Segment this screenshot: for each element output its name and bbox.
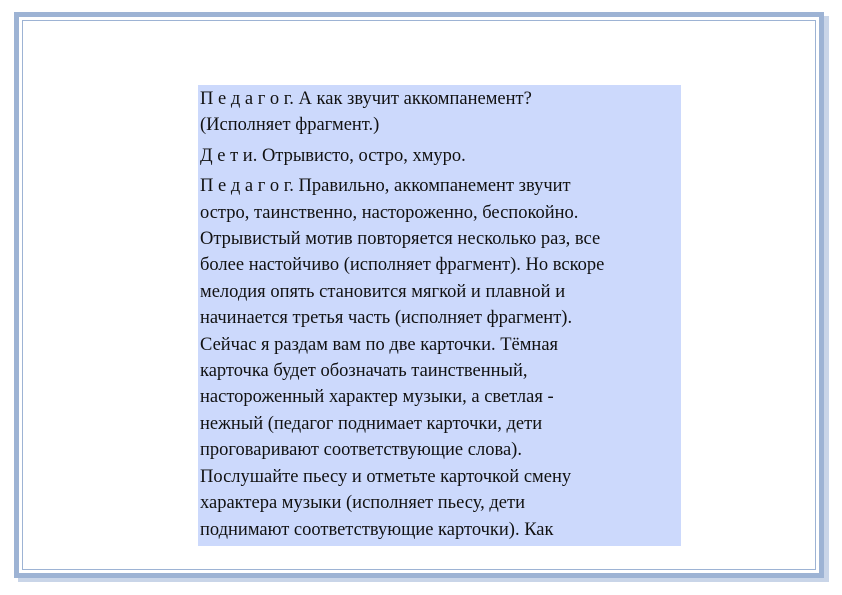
paragraph-teacher-explanation	[200, 173, 679, 543]
text-line: характера музыки (исполняет пьесу, дети	[200, 493, 525, 514]
text-line: начинается третья часть (исполняет фрагмент).	[200, 308, 573, 329]
paragraph-teacher-question	[200, 86, 679, 139]
text-line: Отрывистый мотив повторяется несколько раз, все	[200, 229, 601, 250]
text-line: проговаривают соответствующие слова).	[200, 440, 522, 461]
paragraph-children-answer	[200, 143, 679, 169]
text-line: П е д а г о г. Правильно, аккомпанемент звучит	[200, 176, 571, 197]
text-line: Послушайте пьесу и отметьте карточкой смену	[200, 466, 572, 487]
text-line: остро, таинственно, настороженно, беспокойно.	[200, 202, 579, 223]
text-line: мелодия опять становится мягкой и плавной и	[200, 281, 566, 302]
text-box	[198, 85, 681, 546]
frame-shadow-bottom	[18, 578, 829, 582]
text-line: Сейчас я раздам вам по две карточки. Тёмная	[200, 334, 559, 355]
text-line: нежный (педагог поднимает карточки, дети	[200, 413, 543, 434]
text-line: поднимают соответствующие карточки). Как	[200, 519, 554, 540]
text-line: более настойчиво (исполняет фрагмент). Но вскоре	[200, 255, 605, 276]
text-line: (Исполняет фрагмент.)	[200, 115, 380, 136]
frame-shadow-right	[824, 16, 829, 582]
text-line: Д е т и. Отрывисто, остро, хмуро.	[200, 145, 466, 166]
text-line: карточка будет обозначать таинственный,	[200, 361, 528, 382]
text-line: настороженный характер музыки, а светлая -	[200, 387, 554, 408]
text-line: П е д а г о г. А как звучит аккомпанемент?	[200, 89, 532, 109]
